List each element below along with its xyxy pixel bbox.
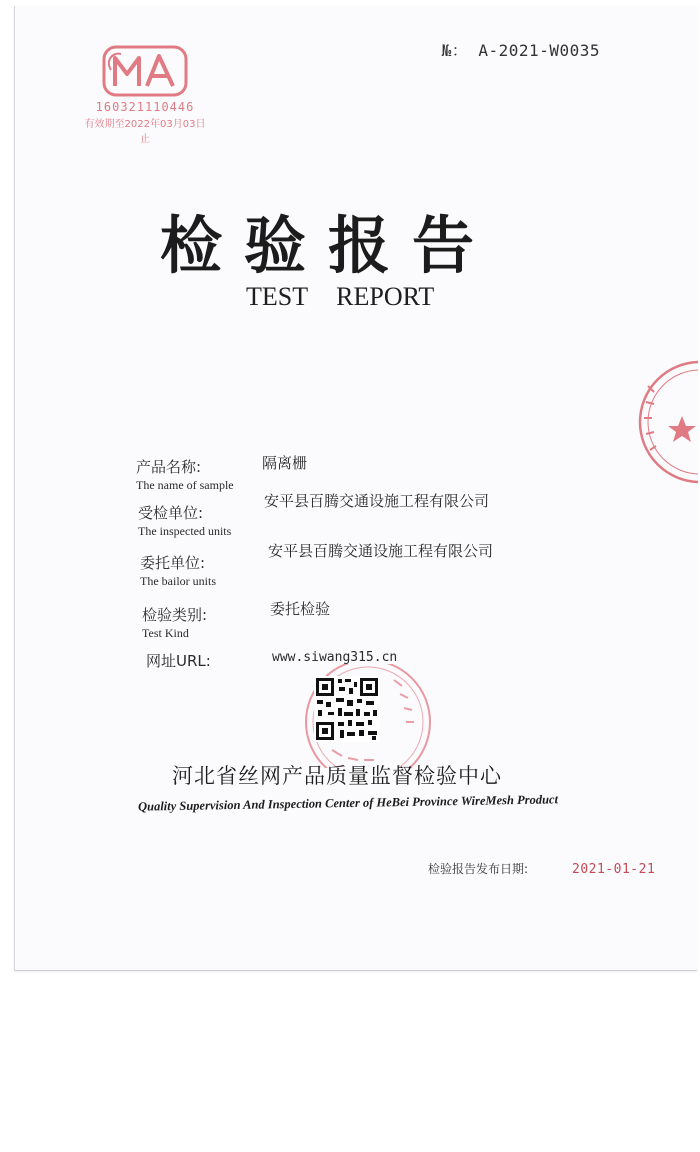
- report-number: №： A-2021-W0035: [441, 41, 600, 60]
- field-value-inspected-unit: 安平县百腾交通设施工程有限公司: [264, 492, 490, 510]
- website-link[interactable]: www.siwang315.cn: [272, 650, 398, 665]
- report-page: [14, 6, 697, 971]
- inspection-seal-icon: [634, 356, 698, 488]
- cma-stamp: [84, 44, 206, 145]
- field-inspected-unit: [138, 502, 231, 539]
- field-value-bailor-unit: 安平县百腾交通设施工程有限公司: [268, 542, 494, 560]
- field-label-cn: 产品名称:: [136, 458, 202, 476]
- field-label-cn: 委托单位:: [140, 554, 206, 572]
- field-label-cn: 网址URL:: [146, 652, 211, 670]
- organization-name-en: Quality Supervision And Inspection Center of HeBei Province WireMesh Product: [137, 792, 559, 814]
- field-value-sample-name: 隔离栅: [262, 454, 308, 472]
- field-label-en: The bailor units: [140, 574, 216, 588]
- field-bailor-unit: [140, 552, 216, 589]
- title-english: TEST REPORT: [246, 282, 435, 311]
- field-label-cn: 受检单位:: [138, 504, 204, 522]
- field-label-en: The name of sample: [136, 478, 234, 492]
- field-sample-name: [136, 456, 234, 493]
- cma-code: 160321110446: [95, 100, 195, 114]
- field-test-kind: [142, 604, 207, 641]
- cma-logo-icon: [101, 44, 189, 98]
- title-chinese: 检验报告: [160, 209, 497, 282]
- issue-date-stamp: 2021-01-21: [572, 862, 656, 877]
- field-url: [146, 650, 211, 671]
- field-label-cn: 检验类别:: [142, 606, 208, 624]
- field-label-en: Test Kind: [142, 626, 189, 640]
- issue-date-label: 检验报告发布日期:: [428, 862, 529, 876]
- qr-code-icon[interactable]: [314, 676, 380, 742]
- cma-validity: 有效期至2022年03月03日止: [84, 119, 206, 145]
- field-value-test-kind: 委托检验: [270, 600, 331, 618]
- field-label-en: The inspected units: [138, 524, 232, 538]
- organization-name-cn: 河北省丝网产品质量监督检验中心: [172, 764, 502, 788]
